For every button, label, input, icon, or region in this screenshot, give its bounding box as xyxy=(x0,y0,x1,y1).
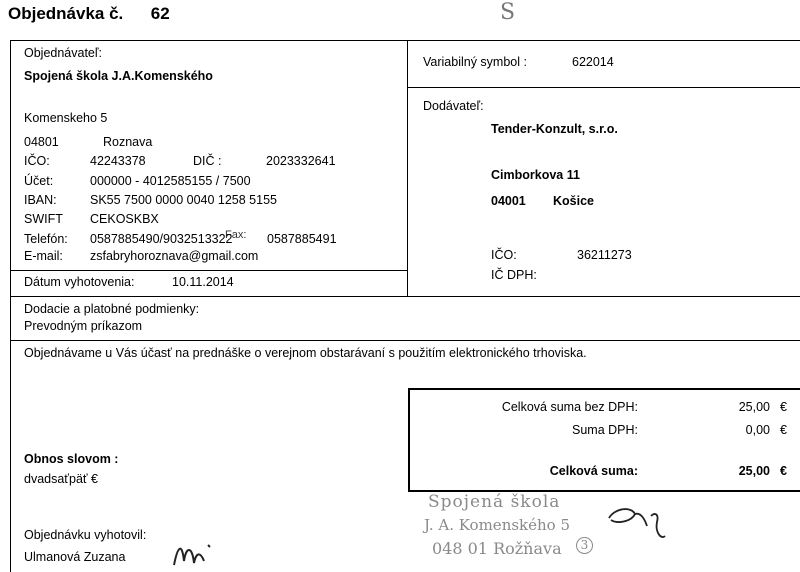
orderer-phone-label: Telefón: xyxy=(24,232,68,246)
header-bottom-line xyxy=(10,296,800,297)
supplier-street: Cimborkova 11 xyxy=(491,168,580,182)
net-total-currency: € xyxy=(780,400,787,414)
orderer-iban: SK55 7500 0000 0040 1258 5155 xyxy=(90,193,277,207)
frame-left-line xyxy=(10,40,11,572)
totals-box-top xyxy=(408,388,800,390)
supplier-city: Košice xyxy=(553,194,594,208)
grand-total-label: Celková suma: xyxy=(549,464,638,478)
orderer-email-label: E-mail: xyxy=(24,249,63,263)
order-description: Objednávame u Vás účasť na prednáške o verejnom obstarávaní s použitím elektronického trhoviska. xyxy=(24,346,587,360)
terms-heading: Dodacie a platobné podmienky: xyxy=(24,302,200,316)
supplier-icdph-label: IČ DPH: xyxy=(491,268,537,282)
vat-total-currency: € xyxy=(780,423,787,437)
net-total-value: 25,00 xyxy=(738,400,770,414)
variable-symbol-divider xyxy=(407,87,800,88)
orderer-fax: 0587885491 xyxy=(267,232,337,246)
orderer-email: zsfabryhoroznava@gmail.com xyxy=(90,249,259,263)
orderer-dic-label: DIČ : xyxy=(193,154,222,168)
issue-date-value: 10.11.2014 xyxy=(172,275,234,289)
issue-date-label: Dátum vyhotovenia: xyxy=(24,275,135,289)
orderer-city: Roznava xyxy=(103,135,153,149)
issuer-signature xyxy=(170,535,220,570)
orderer-iban-label: IBAN: xyxy=(24,193,57,207)
orderer-zip: 04801 xyxy=(24,135,59,149)
amount-words-value: dvadsaťpäť € xyxy=(24,472,99,486)
supplier-zip: 04001 xyxy=(491,194,526,208)
vat-total-value: 0,00 xyxy=(745,423,770,437)
order-title xyxy=(8,4,170,24)
variable-symbol-value: 622014 xyxy=(572,55,614,69)
grand-total-currency: € xyxy=(780,464,787,478)
grand-total-value: 25,00 xyxy=(738,464,770,478)
orderer-street: Komenskeho 5 xyxy=(24,111,108,125)
terms-value: Prevodným príkazom xyxy=(24,319,143,333)
order-number: 62 xyxy=(150,4,170,23)
orderer-phone: 0587885490/9032513322 xyxy=(90,232,233,246)
vat-total-label: Suma DPH: xyxy=(572,423,638,437)
issued-by-label: Objednávku vyhotovil: xyxy=(24,528,147,542)
orderer-name: Spojená škola J.A.Komenského xyxy=(24,69,213,83)
totals-box-left xyxy=(408,388,410,492)
orderer-swift: CEKOSKBX xyxy=(90,212,159,226)
supplier-heading: Dodávateľ: xyxy=(423,99,484,113)
net-total-label: Celková suma bez DPH: xyxy=(501,400,638,414)
stamp-number-mark: 3 xyxy=(576,537,593,554)
orderer-fax-label: Fax: xyxy=(225,229,247,241)
supplier-ico: 36211273 xyxy=(577,248,632,262)
orderer-dic: 2023332641 xyxy=(266,154,336,168)
order-title-label: Objednávka č. xyxy=(8,4,124,23)
frame-top-line xyxy=(10,40,800,41)
orderer-heading: Objednávateľ: xyxy=(24,46,103,60)
stamp-line-2: J. A. Komenského 5 xyxy=(424,516,571,534)
orderer-account: 000000 - 4012585155 / 7500 xyxy=(90,174,251,188)
orderer-swift-label: SWIFT xyxy=(24,212,63,226)
date-divider xyxy=(10,270,407,271)
supplier-name: Tender-Konzult, s.r.o. xyxy=(491,122,618,136)
amount-words-label: Obnos slovom : xyxy=(24,452,119,466)
issued-by-name: Ulmanová Zuzana xyxy=(24,550,126,564)
stamp-line-1: Spojená škola xyxy=(428,492,561,512)
variable-symbol-label: Variabilný symbol : xyxy=(423,55,527,69)
frame-middle-line xyxy=(407,40,408,296)
supplier-ico-label: IČO: xyxy=(491,248,517,262)
stamp-line-3: 048 01 Rožňava xyxy=(432,539,562,558)
terms-bottom-line xyxy=(10,340,800,341)
orderer-account-label: Účet: xyxy=(24,174,54,188)
handwritten-mark: S xyxy=(500,0,516,25)
orderer-ico-label: IČO: xyxy=(24,154,50,168)
orderer-ico: 42243378 xyxy=(90,154,146,168)
stamp-signature xyxy=(605,500,675,545)
